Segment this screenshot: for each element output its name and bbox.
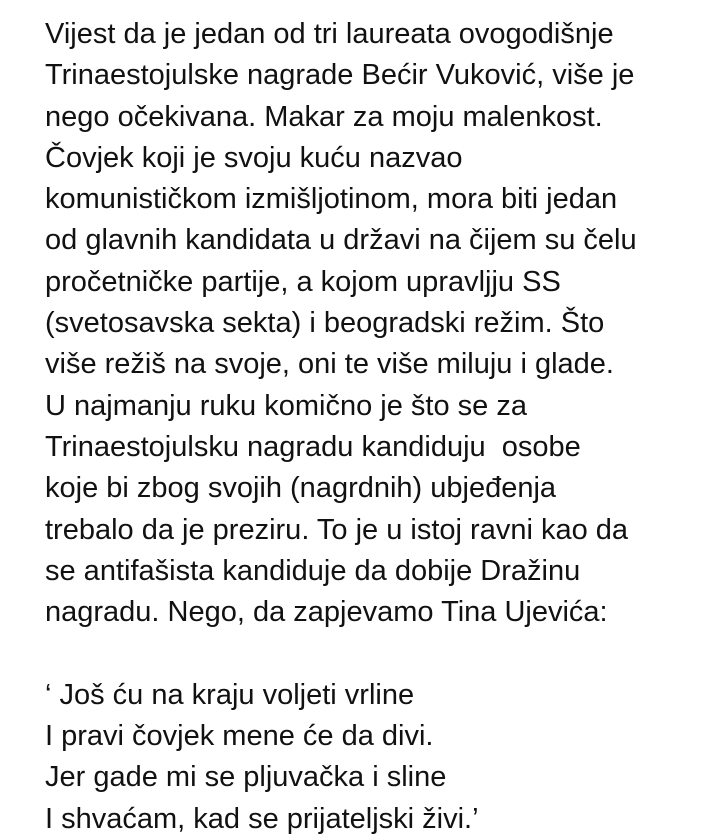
poem-line: Jer gade mi se pljuvačka i sline [45,761,447,794]
text-line: Čovjek koji je svoju kuću nazvao [45,141,463,174]
text-line: (svetosavska sekta) i beogradski režim. Što [45,307,605,340]
poem-quote [45,675,710,840]
text-line: komunističkom izmišljotinom, mora biti jedan [45,183,618,216]
text-line: Trinaestojulsku nagradu kandiduju osobe [45,430,581,463]
text-line: se antifašista kandiduje da dobije Dražinu [45,554,581,587]
text-line: Vijest da je jedan od tri laureata ovogodišnje [45,18,614,50]
text-line: trebalo da je preziru. To je u istoj ravni kao da [45,513,629,546]
text-line: nagradu. Nego, da zapjevamo Tina Ujevića: [45,596,608,629]
poem-line: I pravi čovjek mene će da divi. [45,720,434,753]
article-paragraph [45,14,710,633]
text-line: koje bi zbog svojih (nagrdnih) ubjeđenja [45,472,557,505]
poem-line: ‘ Još ću na kraju voljeti vrline [45,678,415,711]
poem-line: I shvaćam, kad se prijateljski živi.’ [45,802,479,835]
document-body [45,14,710,840]
text-line: U najmanju ruku komično je što se za [45,389,527,422]
text-line: od glavnih kandidata u državi na čijem su čelu [45,224,637,257]
text-line: nego očekivana. Makar za moju malenkost. [45,100,603,133]
text-line: Trinaestojulske nagrade Bećir Vuković, više je [45,59,635,92]
paragraph-spacer [45,633,710,674]
text-line: više režiš na svoje, oni te više miluju i glade. [45,348,614,381]
text-line: pročetničke partije, a kojom upravljju SS [45,265,561,298]
